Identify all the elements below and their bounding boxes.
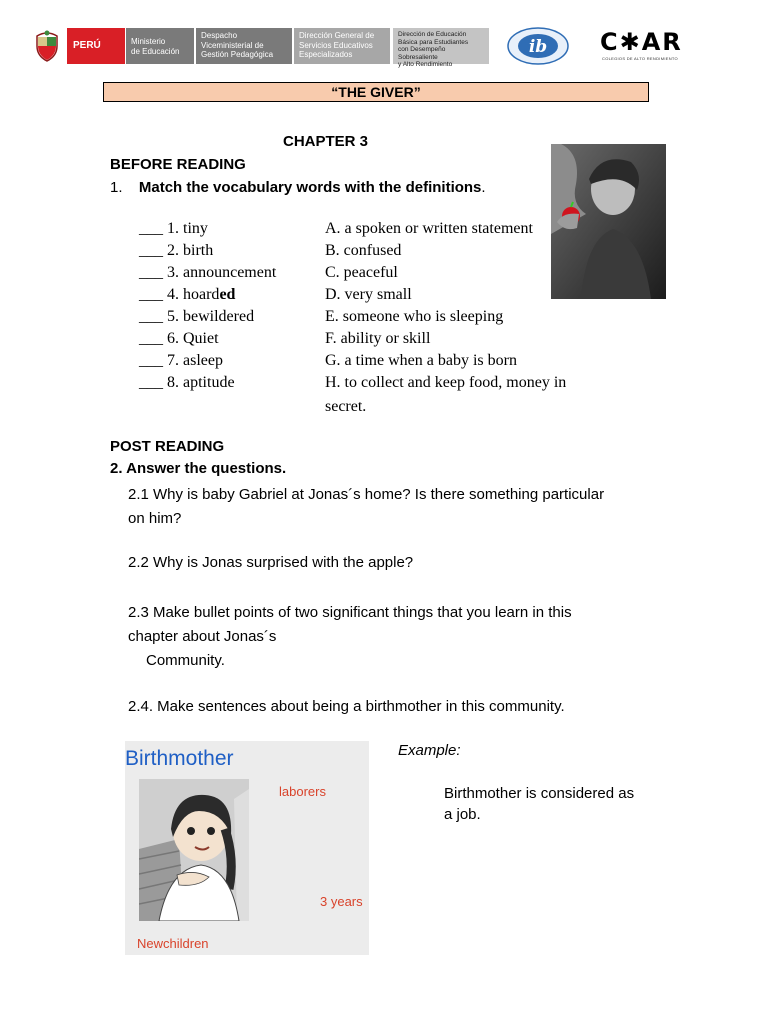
example-line-1: Birthmother is considered as [444,785,635,802]
vocab-word-4-bold-suffix: ed [219,286,236,303]
question-2-2: 2.2 Why is Jonas surprised with the apple? [128,554,414,571]
definition-f: F. ability or skill [325,330,431,347]
three-years-label: 3 years [320,894,363,909]
laborers-label: laborers [279,784,326,799]
vocab-word-4-text: ___ 4. hoard [139,286,220,303]
peru-text: PERÚ [73,40,101,51]
definition-c: C. peaceful [325,264,398,281]
giver-illustration [551,144,666,299]
vocab-word-7: ___ 7. asleep [139,352,223,369]
education-direction-line-3: con Desempeño Sobresaliente [398,46,446,61]
vocab-word-3: ___ 3. announcement [139,264,277,281]
ministry-line-1: Ministerio [131,37,166,46]
question-2-1 [128,483,604,531]
instruction-2: 2. Answer the questions. [110,460,287,477]
ib-logo-text: ib [528,37,548,57]
peru-badge [63,28,125,64]
instruction-1-number: 1. [110,179,123,196]
instruction-1-text: Match the vocabulary words with the definitions [138,179,482,196]
question-2-1-line-2: on him? [128,510,182,527]
general-direction-line-3: Especializados [299,50,353,59]
education-direction-line-4: y Alto Rendimiento [398,61,453,68]
general-direction-line-1: Dirección General de [299,31,375,40]
ministry-line-2: de Educación [131,46,180,56]
before-reading-heading: BEFORE READING [110,156,246,173]
ib-logo-icon [506,26,570,66]
birthmother-image [125,741,369,955]
vocab-word-6: ___ 6. Quiet [139,330,219,347]
education-direction-line-1: Dirección de Educación [398,31,467,38]
vice-ministry-box [196,28,292,64]
definition-a: A. a spoken or written statement [325,220,533,237]
birthmother-image-title: Birthmother [125,747,234,770]
vice-ministry-line-1: Despacho [201,31,238,40]
coar-logo [600,28,708,64]
vocab-word-8: ___ 8. aptitude [139,374,235,391]
question-2-3-line-1: 2.3 Make bullet points of two significant things that you learn in this [128,604,572,621]
definition-h-continued: secret. [325,398,367,415]
question-2-3 [128,601,572,673]
vocab-word-5: ___ 5. bewildered [139,308,255,325]
ministry-box [126,28,194,64]
vice-ministry-line-2: Viceministerial de [201,40,264,50]
vice-ministry-line-3: Gestión Pedagógica [201,50,274,59]
definition-g: G. a time when a baby is born [325,352,517,369]
question-2-1-line-1: 2.1 Why is baby Gabriel at Jonas´s home? Is there something particular [128,486,605,503]
question-2-3-line-2: chapter about Jonas´s [128,628,277,645]
education-direction-line-2: Básica para Estudiantes [398,38,469,46]
coar-tagline: COLEGIOS DE ALTO RENDIMIENTO [602,56,678,61]
example-label: Example: [398,742,461,759]
header-logos [30,26,740,66]
definition-d: D. very small [325,286,412,303]
chapter-heading: CHAPTER 3 [283,133,369,150]
example-line-2: a job. [444,806,481,823]
education-direction-box [393,28,489,68]
example-text [444,783,634,825]
general-direction-line-2: Servicios Educativos [299,40,373,50]
post-reading-heading: POST READING [110,438,225,455]
page-title: “THE GIVER” [103,82,649,102]
definition-h: H. to collect and keep food, money in [325,374,567,391]
question-2-3-line-3: Community. [146,652,225,669]
peru-coat-of-arms-icon [34,30,60,62]
instruction-1 [110,179,486,196]
coar-logo-text: C✱AR [600,28,683,56]
birthmother-girl-illustration [139,779,249,921]
general-direction-box [294,28,390,64]
question-2-4: 2.4. Make sentences about being a birthmother in this community. [128,698,565,715]
instruction-1-period: . [481,179,486,196]
newchildren-label: Newchildren [137,936,209,951]
definition-b: B. confused [325,242,402,259]
definition-e: E. someone who is sleeping [325,308,504,325]
definition-list [325,218,566,418]
vocab-word-2: ___ 2. birth [139,242,214,259]
vocab-word-1: ___ 1. tiny [139,220,208,237]
vocabulary-word-list [139,218,276,394]
vocab-word-4 [139,284,276,306]
